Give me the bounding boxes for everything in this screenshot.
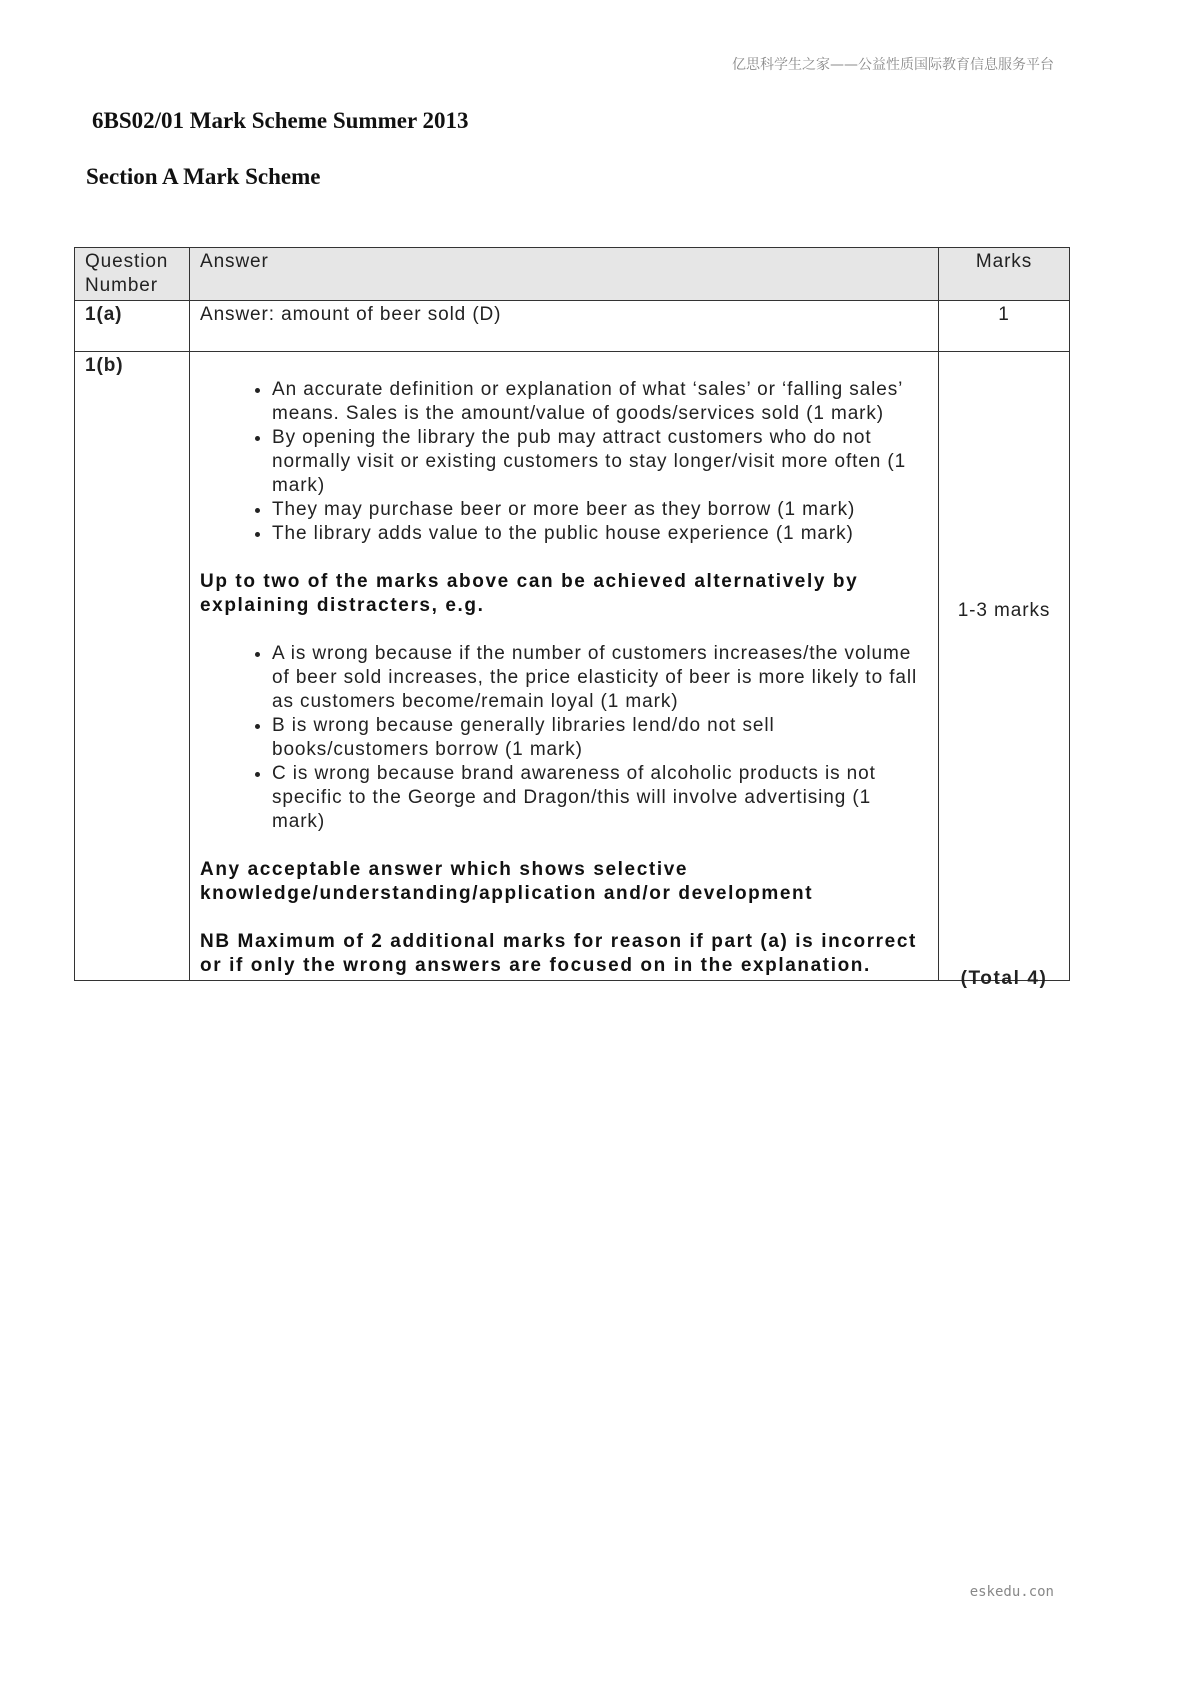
list-item: • A is wrong because if the number of customers increases/the volume of beer sold increases, the price elasticity of beer is more likely to fall as customers become/remain loyal (1 mark) <box>272 642 928 714</box>
list-item: • B is wrong because generally libraries lend/do not sell books/customers borrow (1 mark) <box>272 714 928 762</box>
list-item: • They may purchase beer or more beer as they borrow (1 mark) <box>272 498 928 522</box>
table-row <box>75 352 1070 981</box>
acceptable-answer-note: Any acceptable answer which shows selective knowledge/understanding/application and/or development <box>200 859 814 904</box>
mark-points-list <box>200 378 928 546</box>
marks-total: (Total 4) <box>960 968 1048 989</box>
header-answer: Answer <box>190 248 939 301</box>
footer-watermark: eskedu.con <box>969 1584 1054 1600</box>
list-item: • C is wrong because brand awareness of alcoholic products is not specific to the George and Dragon/this will involve advertising (1 mark) <box>272 762 928 834</box>
table-header-row <box>75 248 1070 301</box>
mark-scheme-table <box>74 247 1070 989</box>
distracters-note: Up to two of the marks above can be achieved alternatively by explaining distracters, e.g. <box>200 571 859 616</box>
answer-cell <box>190 352 939 981</box>
header-marks: Marks <box>939 248 1070 301</box>
question-number: 1(b) <box>75 352 190 981</box>
table-row <box>75 301 1070 352</box>
header-watermark: 亿思科学生之家——公益性质国际教育信息服务平台 <box>732 57 1054 73</box>
distracters-list <box>200 642 928 834</box>
header-question-number: Question Number <box>75 248 190 301</box>
marks-cell: 1 <box>939 301 1070 352</box>
list-item: • By opening the library the pub may attract customers who do not normally visit or existing customers to stay longer/visit more often (1 mark) <box>272 426 928 498</box>
marks-range: 1-3 marks <box>957 600 1051 621</box>
list-item: • The library adds value to the public house experience (1 mark) <box>272 522 928 546</box>
list-item: • An accurate definition or explanation of what ‘sales’ or ‘falling sales’ means. Sales is the amount/value of goods/services sold (1 mark) <box>272 378 928 426</box>
section-title: Section A Mark Scheme <box>86 164 321 189</box>
question-number: 1(a) <box>75 301 190 352</box>
answer-cell: Answer: amount of beer sold (D) <box>190 301 939 352</box>
document-title: 6BS02/01 Mark Scheme Summer 2013 <box>92 108 469 133</box>
marks-cell <box>939 352 1070 989</box>
nb-note: NB Maximum of 2 additional marks for reason if part (a) is incorrect or if only the wrong answers are focused on in the explanation. <box>200 931 917 976</box>
